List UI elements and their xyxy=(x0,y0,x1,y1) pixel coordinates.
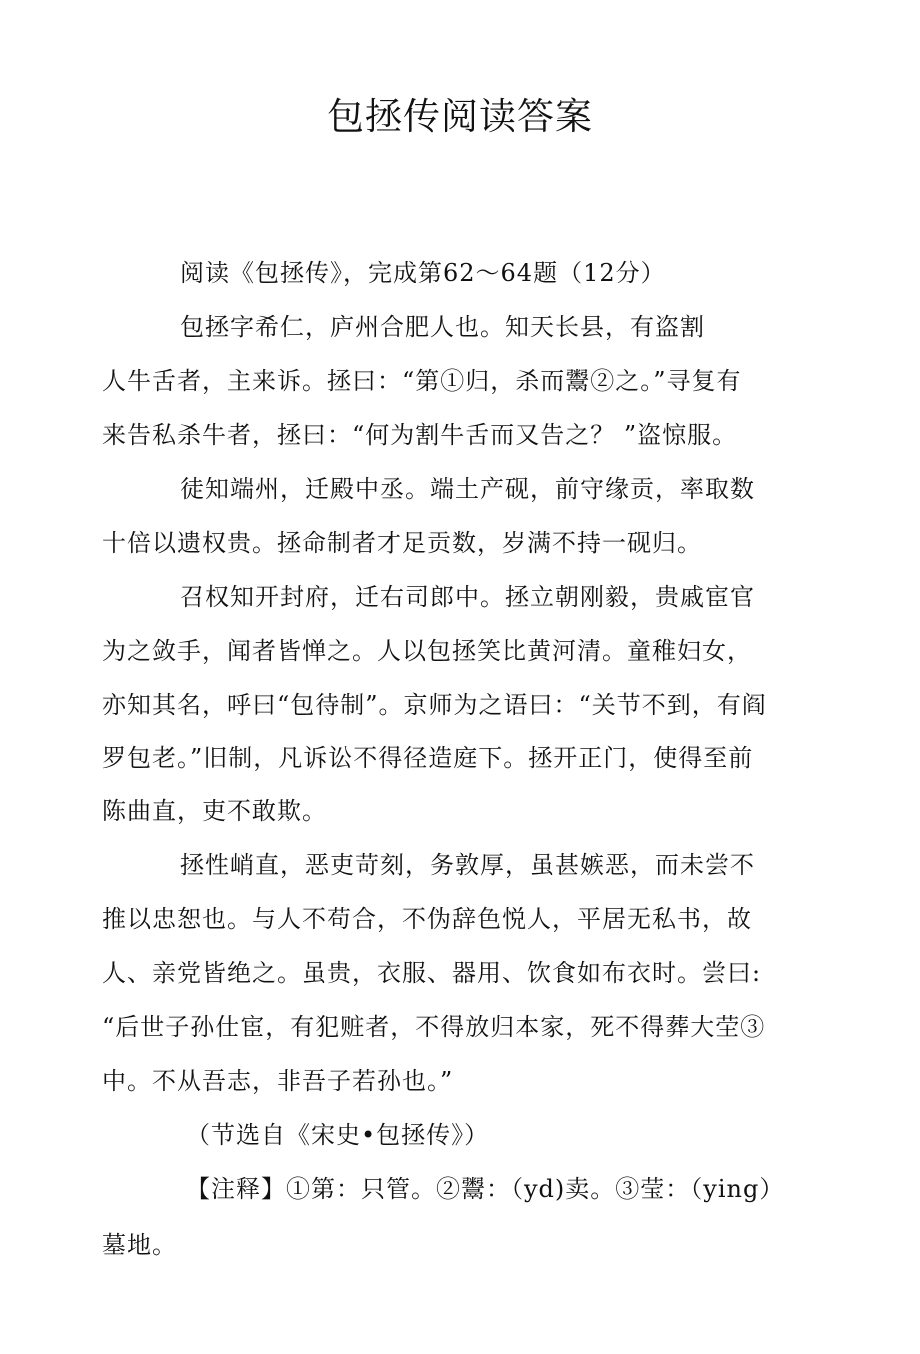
paragraph-4-line-1: 拯性峭直，恶吏苛刻，务敦厚，虽甚嫉恶，而未尝不 xyxy=(180,851,755,879)
paragraph-1-line-3: 来告私杀牛者，拯曰：“何为割牛舌而又告之？ ”盗惊服。 xyxy=(102,421,738,449)
paragraph-3-line-1: 召权知开封府，迁右司郎中。拯立朝刚毅，贵戚宦官 xyxy=(180,583,755,611)
paragraph-3-line-4: 罗包老。”旧制，凡诉讼不得径造庭下。拯开正门，使得至前 xyxy=(102,744,754,772)
paragraph-1-line-1: 包拯字希仁，庐州合肥人也。知天长县，有盗割 xyxy=(180,313,705,341)
source-citation: （节选自《宋史•包拯传》） xyxy=(186,1121,490,1149)
annotation-line-2: 墓地。 xyxy=(102,1231,177,1259)
paragraph-3-line-3: 亦知其名，呼曰“包待制”。京师为之语曰：“关节不到，有阎 xyxy=(102,691,767,719)
paragraph-3-line-5: 陈曲直，吏不敢欺。 xyxy=(102,797,327,825)
paragraph-3-line-2: 为之敛手，闻者皆惮之。人以包拯笑比黄河清。童稚妇女， xyxy=(102,637,752,665)
page-title: 包拯传阅读答案 xyxy=(327,95,593,138)
paragraph-1-line-2: 人牛舌者，主来诉。拯曰：“第①归，杀而鬻②之。”寻复有 xyxy=(102,367,742,395)
paragraph-4-line-3: 人、亲党皆绝之。虽贵，衣服、器用、饮食如布衣时。尝曰: xyxy=(102,959,762,987)
paragraph-4-line-5: 中。不从吾志，非吾子若孙也。” xyxy=(102,1067,454,1095)
annotation-line-1: 【注释】①第：只管。②鬻：（yd)卖。③莹：（ying） xyxy=(186,1175,785,1203)
paragraph-2-line-2: 十倍以遗权贵。拯命制者才足贡数，岁满不持一砚归。 xyxy=(102,529,702,557)
paragraph-4-line-2: 推以忠恕也。与人不苟合，不伪辞色悦人，平居无私书，故 xyxy=(102,905,752,933)
paragraph-4-line-4: “后世子孙仕宦，有犯赃者，不得放归本家，死不得葬大茔③ xyxy=(102,1013,766,1041)
intro-line: 阅读《包拯传》，完成第62～64题（12分） xyxy=(180,259,666,287)
paragraph-2-line-1: 徒知端州，迁殿中丞。端土产砚，前守缘贡，率取数 xyxy=(180,475,755,503)
